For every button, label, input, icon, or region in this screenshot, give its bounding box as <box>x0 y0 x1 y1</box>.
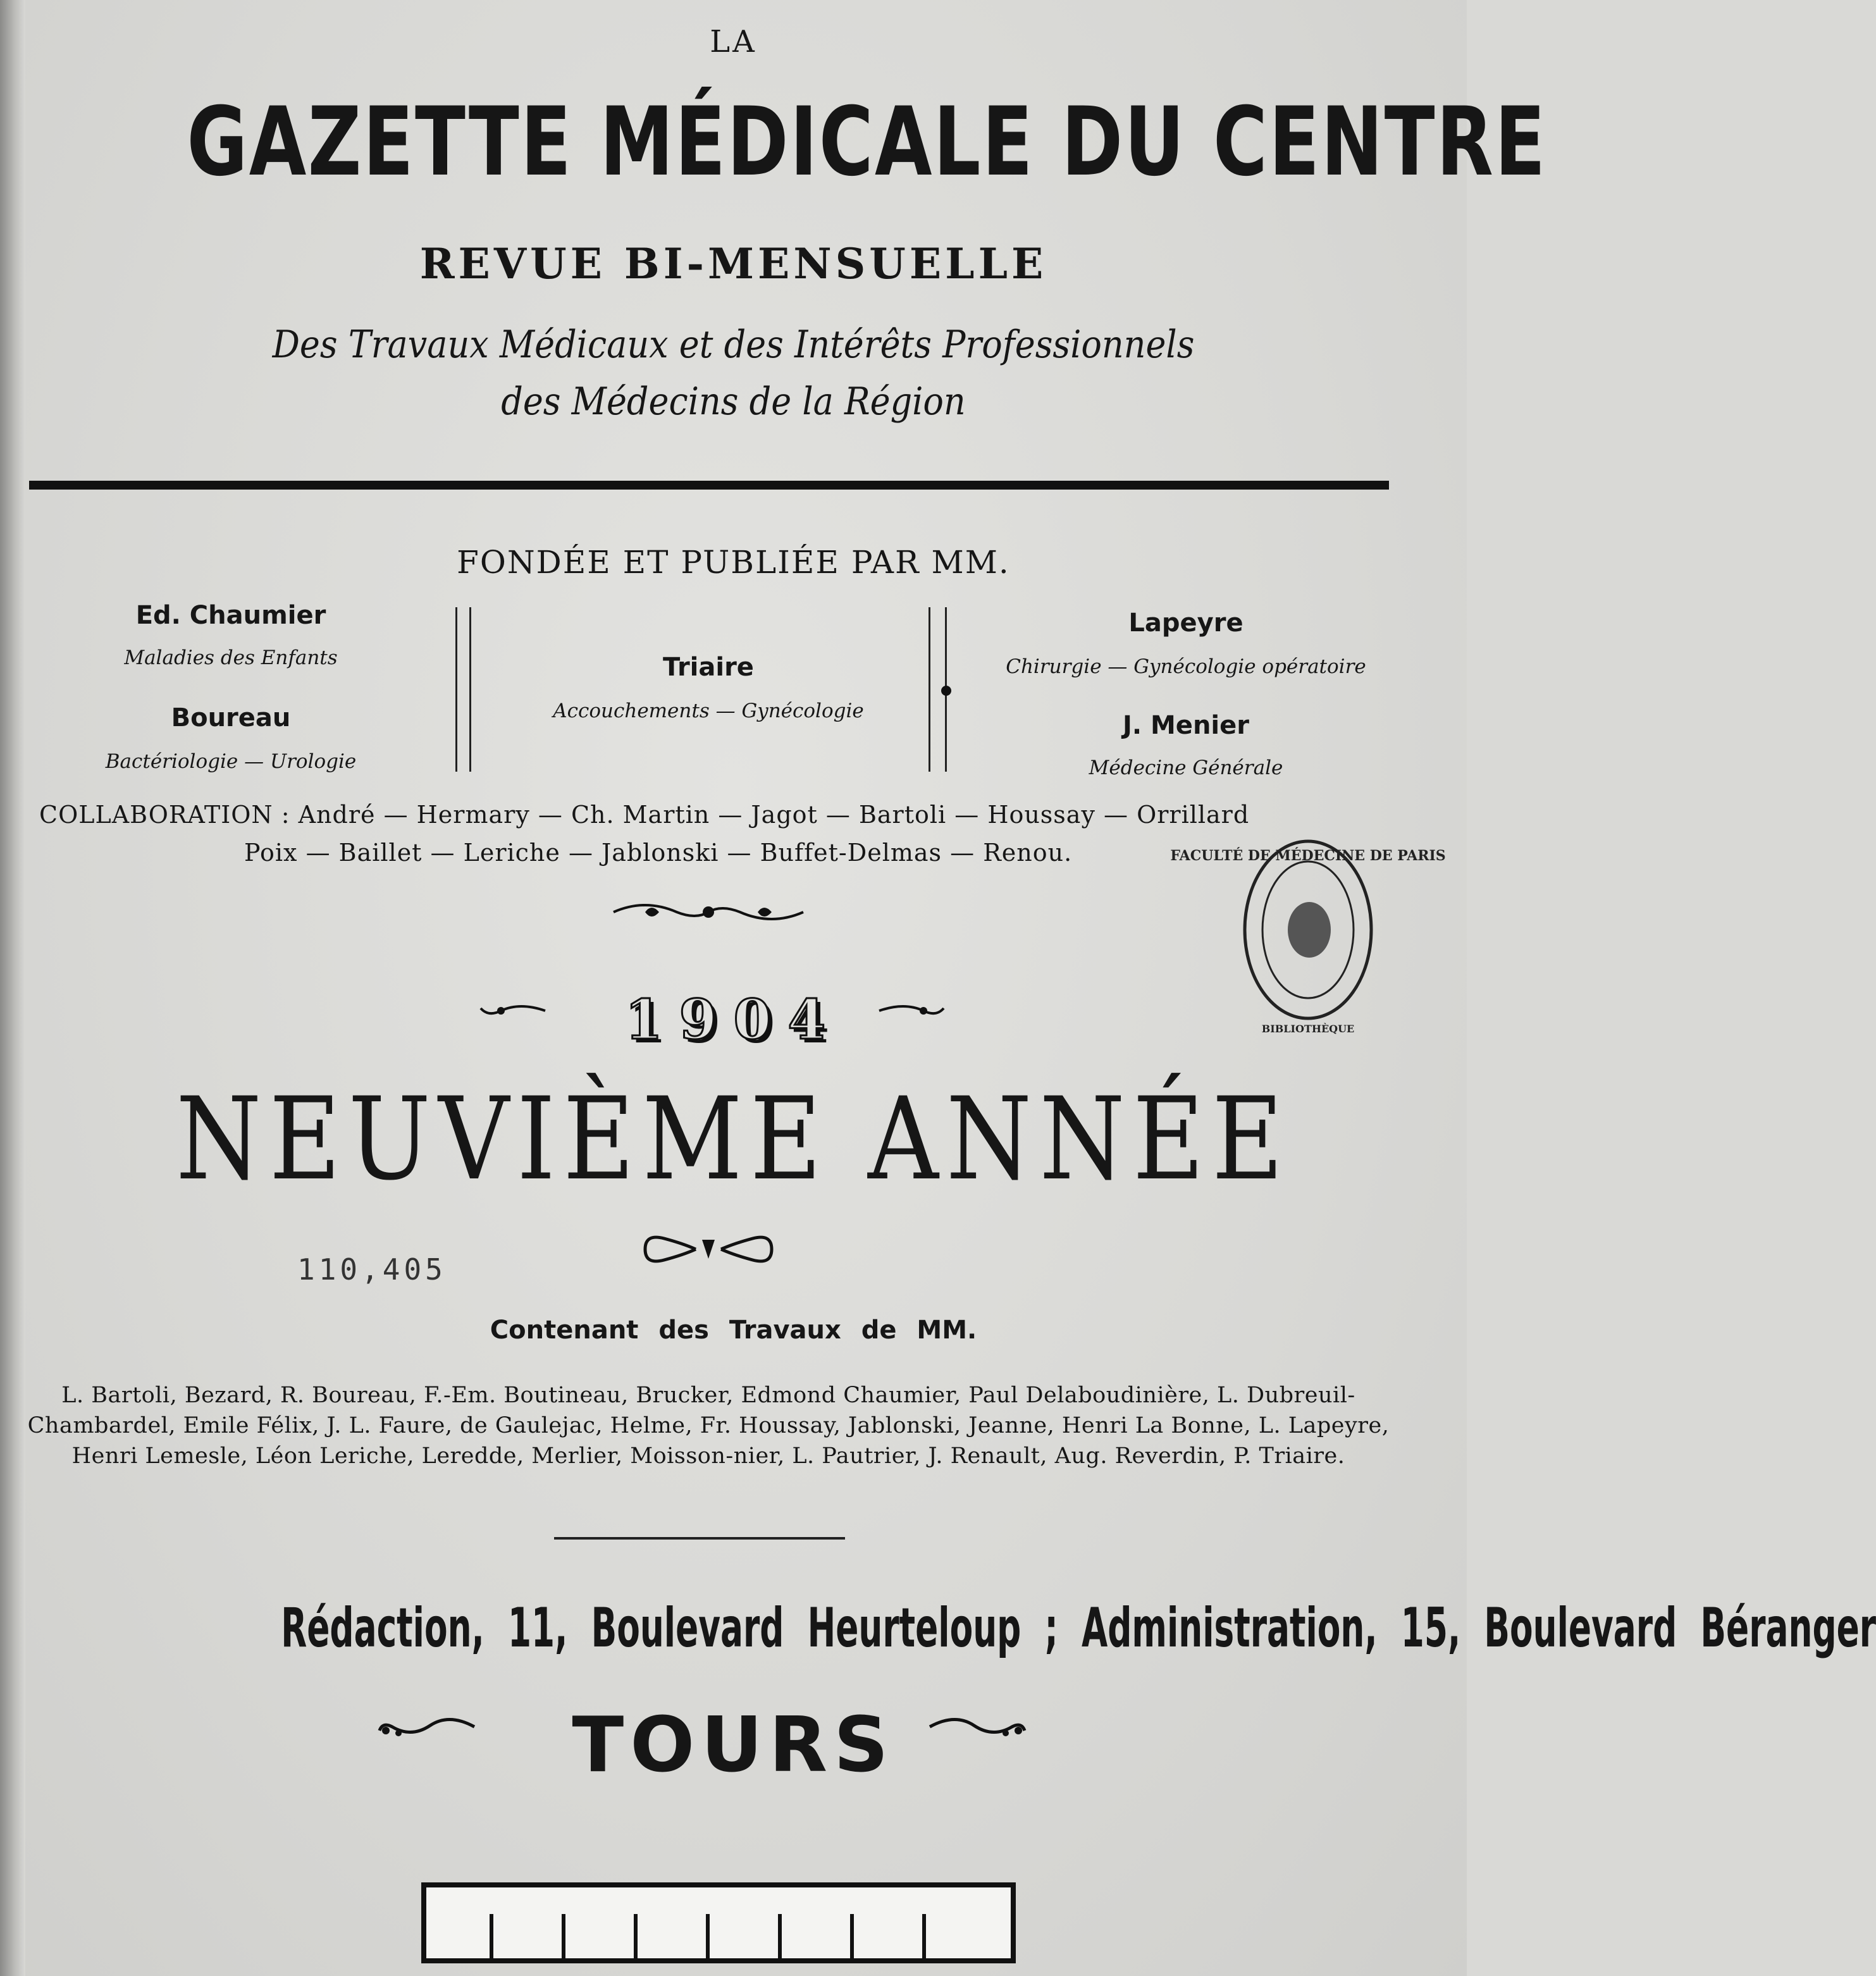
founder-specialty: Chirurgie — Gynécologie opératoire <box>1006 655 1366 678</box>
founder-specialty: Bactériologie — Urologie <box>105 750 357 773</box>
contents-heading: Contenant des Travaux de MM. <box>490 1316 977 1345</box>
journal-subtitle: REVUE BI-MENSUELLE <box>419 239 1047 288</box>
founder-specialty: Maladies des Enfants <box>124 646 338 669</box>
founder-specialty: Médecine Générale <box>1089 756 1283 779</box>
city-name: TOURS <box>572 1701 895 1789</box>
contributors-list: L. Bartoli, Bezard, R. Boureau, F.-Em. Boutineau, Brucker, Edmond Chaumier, Paul Delaboudinière, L. Dubreuil-Chambardel, Emile Félix, J. L. Faure, de Gaulejac, Helme, Fr. Houssay, Jablonski, Jeanne, Henri La Bonne, L. Lapeyre, Henri Lemesle, Léon Leriche, Leredde, Merlier, Moisson-nier, L. Pautrier, J. Renault, Aug. Reverdin, P. Triaire. <box>27 1383 1390 1469</box>
founder-name: Triaire <box>663 653 754 682</box>
ruler-tick <box>706 1914 710 1960</box>
description-line-1: Des Travaux Médicaux et des Intérêts Professionnels <box>272 323 1195 367</box>
header-divider <box>29 481 1389 490</box>
founder-name: J. Menier <box>1123 711 1249 740</box>
ruler-tick <box>922 1914 926 1960</box>
article-la: LA <box>710 24 757 59</box>
ruler-tick <box>490 1914 493 1960</box>
journal-title: GAZETTE MÉDICALE DU CENTRE <box>187 87 1547 197</box>
flourish-right-icon <box>923 1708 1031 1746</box>
founder-specialty: Accouchements — Gynécologie <box>553 700 864 722</box>
column-separator <box>929 607 930 772</box>
founders-heading: FONDÉE ET PUBLIÉE PAR MM. <box>457 544 1010 581</box>
stamp-text: FACULTÉ DE MÉDECINE DE PARIS <box>1170 848 1446 864</box>
volume-year: 1904 <box>624 988 842 1052</box>
address-line: Rédaction, 11, Boulevard Heurteloup ; Administration, 15, Boulevard Béranger <box>281 1596 1876 1660</box>
flourish-ornament-icon <box>607 894 810 930</box>
description-line-2: des Médecins de la Région <box>501 380 966 424</box>
column-separator <box>469 607 471 772</box>
collaboration-line-1: COLLABORATION : André — Hermary — Ch. Martin — Jagot — Bartoli — Houssay — Orrillard <box>39 801 1250 829</box>
section-divider <box>554 1537 845 1540</box>
founder-name: Lapeyre <box>1128 608 1243 638</box>
flourish-right-icon <box>873 997 949 1022</box>
collaboration-line-2: Poix — Baillet — Leriche — Jablonski — Buffet-Delmas — Renou. <box>244 839 1073 867</box>
scroll-ornament-icon <box>633 1227 784 1271</box>
volume-edition: NEUVIÈME ANNÉE <box>176 1073 1291 1206</box>
ruler-tick <box>850 1914 854 1960</box>
ruler-tick <box>778 1914 782 1960</box>
column-separator <box>455 607 457 772</box>
catalog-number: 110,405 <box>297 1252 447 1287</box>
library-stamp-icon <box>1170 835 1446 1044</box>
founder-name: Boureau <box>171 703 291 732</box>
separator-dot <box>941 686 951 696</box>
ruler-tick <box>634 1914 638 1960</box>
founder-name: Ed. Chaumier <box>135 601 326 630</box>
ruler-tick <box>562 1914 565 1960</box>
scale-ruler <box>421 1882 1016 1963</box>
stamp-subtext: BIBLIOTHÈQUE <box>1261 1023 1355 1035</box>
